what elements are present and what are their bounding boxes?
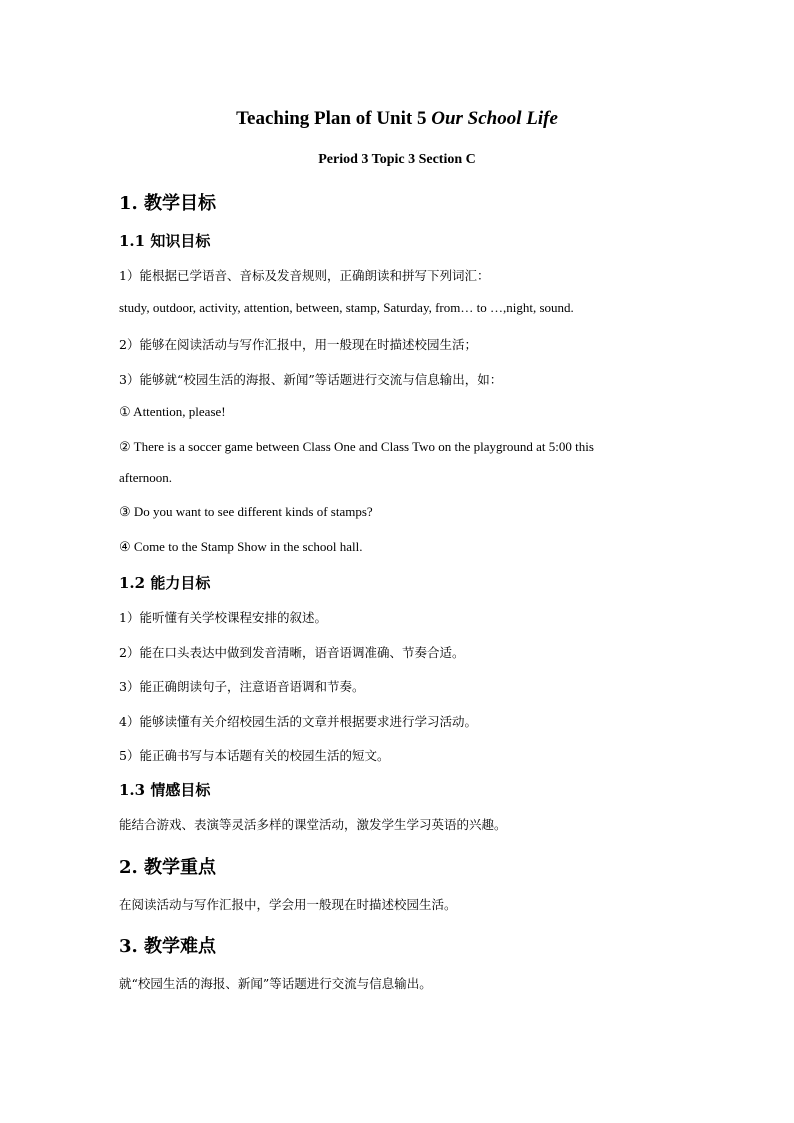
example-2-continued: afternoon. <box>119 470 173 485</box>
ability-line-4: 4）能够读懂有关介绍校园生活的文章并根据要求进行学习活动。 <box>119 714 477 729</box>
knowledge-line-2: 2）能够在阅读活动与写作汇报中，用一般现在时描述校园生活； <box>119 337 477 352</box>
ability-line-5: 5）能正确书写与本话题有关的校园生活的短文。 <box>119 748 390 763</box>
example-1: ① Attention, please! <box>119 404 226 419</box>
knowledge-line-3: 3）能够就“校园生活的海报、新闻”等话题进行交流与信息输出，如： <box>119 372 503 387</box>
key-points-line-1: 在阅读活动与写作汇报中，学会用一般现在时描述校园生活。 <box>119 897 457 912</box>
ability-line-3: 3）能正确朗读句子，注意语音语调和节奏。 <box>119 679 365 694</box>
section-heading-key-points: 2. 教学重点 <box>119 857 217 878</box>
example-2: ② There is a soccer game between Class One and Class Two on the playground at 5:00 this <box>119 439 594 454</box>
title-text: Teaching Plan of Unit 5 <box>236 108 432 129</box>
emotion-line-1: 能结合游戏、表演等灵活多样的课堂活动，激发学生学习英语的兴趣。 <box>119 817 507 832</box>
subsection-heading-emotion: 1.3 情感目标 <box>119 781 211 799</box>
ability-line-1: 1）能听懂有关学校课程安排的叙述。 <box>119 610 327 625</box>
knowledge-vocab-line: study, outdoor, activity, attention, between, stamp, Saturday, from… to …,night, sound. <box>119 300 574 315</box>
title-italic-text: Our School Life <box>431 108 558 129</box>
subsection-heading-knowledge: 1.1 知识目标 <box>119 232 211 250</box>
difficulties-line-1: 就“校园生活的海报、新闻”等话题进行交流与信息输出。 <box>119 976 432 991</box>
document-title <box>0 108 794 130</box>
example-4: ④ Come to the Stamp Show in the school hall. <box>119 539 363 554</box>
section-heading-objectives: 1. 教学目标 <box>119 193 217 214</box>
knowledge-line-1: 1）能根据已学语音、音标及发音规则，正确朗读和拼写下列词汇： <box>119 268 490 283</box>
ability-line-2: 2）能在口头表达中做到发音清晰，语音语调准确、节奏合适。 <box>119 645 465 660</box>
document-subtitle: Period 3 Topic 3 Section C <box>318 152 476 167</box>
subsection-heading-ability: 1.2 能力目标 <box>119 574 211 592</box>
example-3: ③ Do you want to see different kinds of stamps? <box>119 504 373 519</box>
section-heading-difficulties: 3. 教学难点 <box>119 936 217 957</box>
